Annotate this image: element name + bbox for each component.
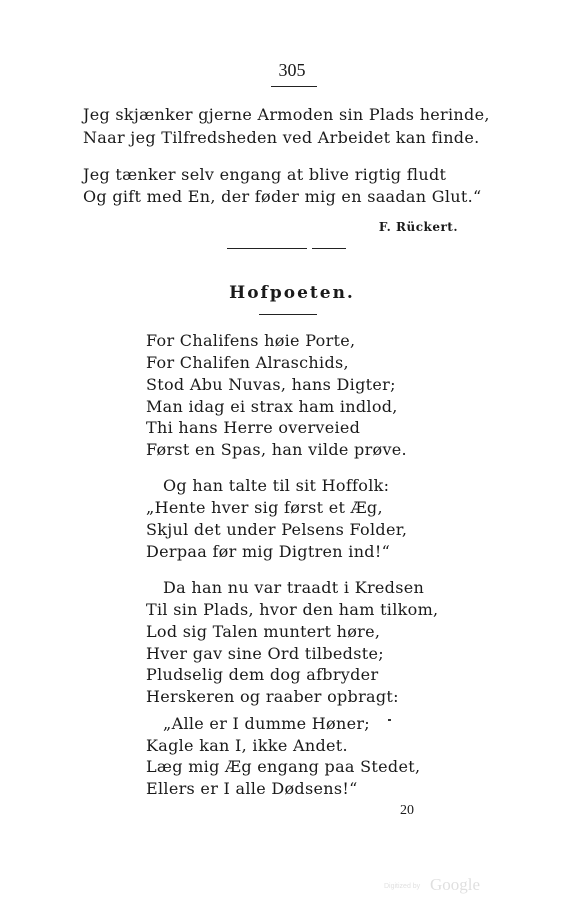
attribution: F. Rückert. <box>378 220 458 234</box>
prose-line: Jeg skjænker gjerne Armoden sin Plads herinde, <box>83 105 490 124</box>
poem-title: Hofpoeten. <box>229 283 355 303</box>
poem-line: Man idag ei strax ham indlod, <box>146 397 398 416</box>
poem-line: Og han talte til sit Hoffolk: <box>163 476 390 495</box>
poem-line: Thi hans Herre overveied <box>146 418 361 437</box>
poem-line: Skjul det under Pelsens Folder, <box>146 520 408 539</box>
poem-line: „Alle er I dumme Høner; <box>163 714 370 733</box>
prose-line: Og gift med En, der føder mig en saadan Glut.“ <box>83 187 482 206</box>
section-divider <box>312 248 346 249</box>
poem-line: Lod sig Talen muntert høre, <box>146 622 381 641</box>
poem-line: Da han nu var traadt i Kredsen <box>163 578 425 597</box>
poem-line: Herskeren og raaber opbragt: <box>146 687 399 706</box>
poem-line: Kagle kan I, ikke Andet. <box>146 736 348 755</box>
poem-line: Ellers er I alle Dødsens!“ <box>146 779 358 798</box>
poem-line: Stod Abu Nuvas, hans Digter; <box>146 375 396 394</box>
poem-line: For Chalifens høie Porte, <box>146 331 356 350</box>
poem-line: „Hente hver sig først et Æg, <box>146 498 383 517</box>
prose-line: Jeg tænker selv engang at blive rigtig fludt <box>83 165 447 184</box>
poem-line: For Chalifen Alraschids, <box>146 353 349 372</box>
stray-mark <box>388 719 391 721</box>
prose-line: Naar jeg Tilfredsheden ved Arbeidet kan finde. <box>83 128 480 147</box>
poem-line: Derpaa før mig Digtren ind!“ <box>146 542 391 561</box>
poem-line: Til sin Plads, hvor den ham tilkom, <box>146 600 439 619</box>
poem-line: Læg mig Æg engang paa Stedet, <box>146 757 421 776</box>
svg-text:Google: Google <box>430 875 481 894</box>
page-number-rule <box>271 86 317 87</box>
poem-line: Hver gav sine Ord tilbedste; <box>146 644 384 663</box>
google-watermark-logo <box>384 872 524 896</box>
poem-line: Først en Spas, han vilde prøve. <box>146 440 407 459</box>
page-number: 305 <box>278 60 306 80</box>
svg-text:Digitized by: Digitized by <box>384 883 421 890</box>
section-divider <box>227 248 307 249</box>
folio-signature: 20 <box>400 803 414 818</box>
poem-line: Pludselig dem dog afbryder <box>146 665 379 684</box>
title-rule <box>259 314 317 315</box>
